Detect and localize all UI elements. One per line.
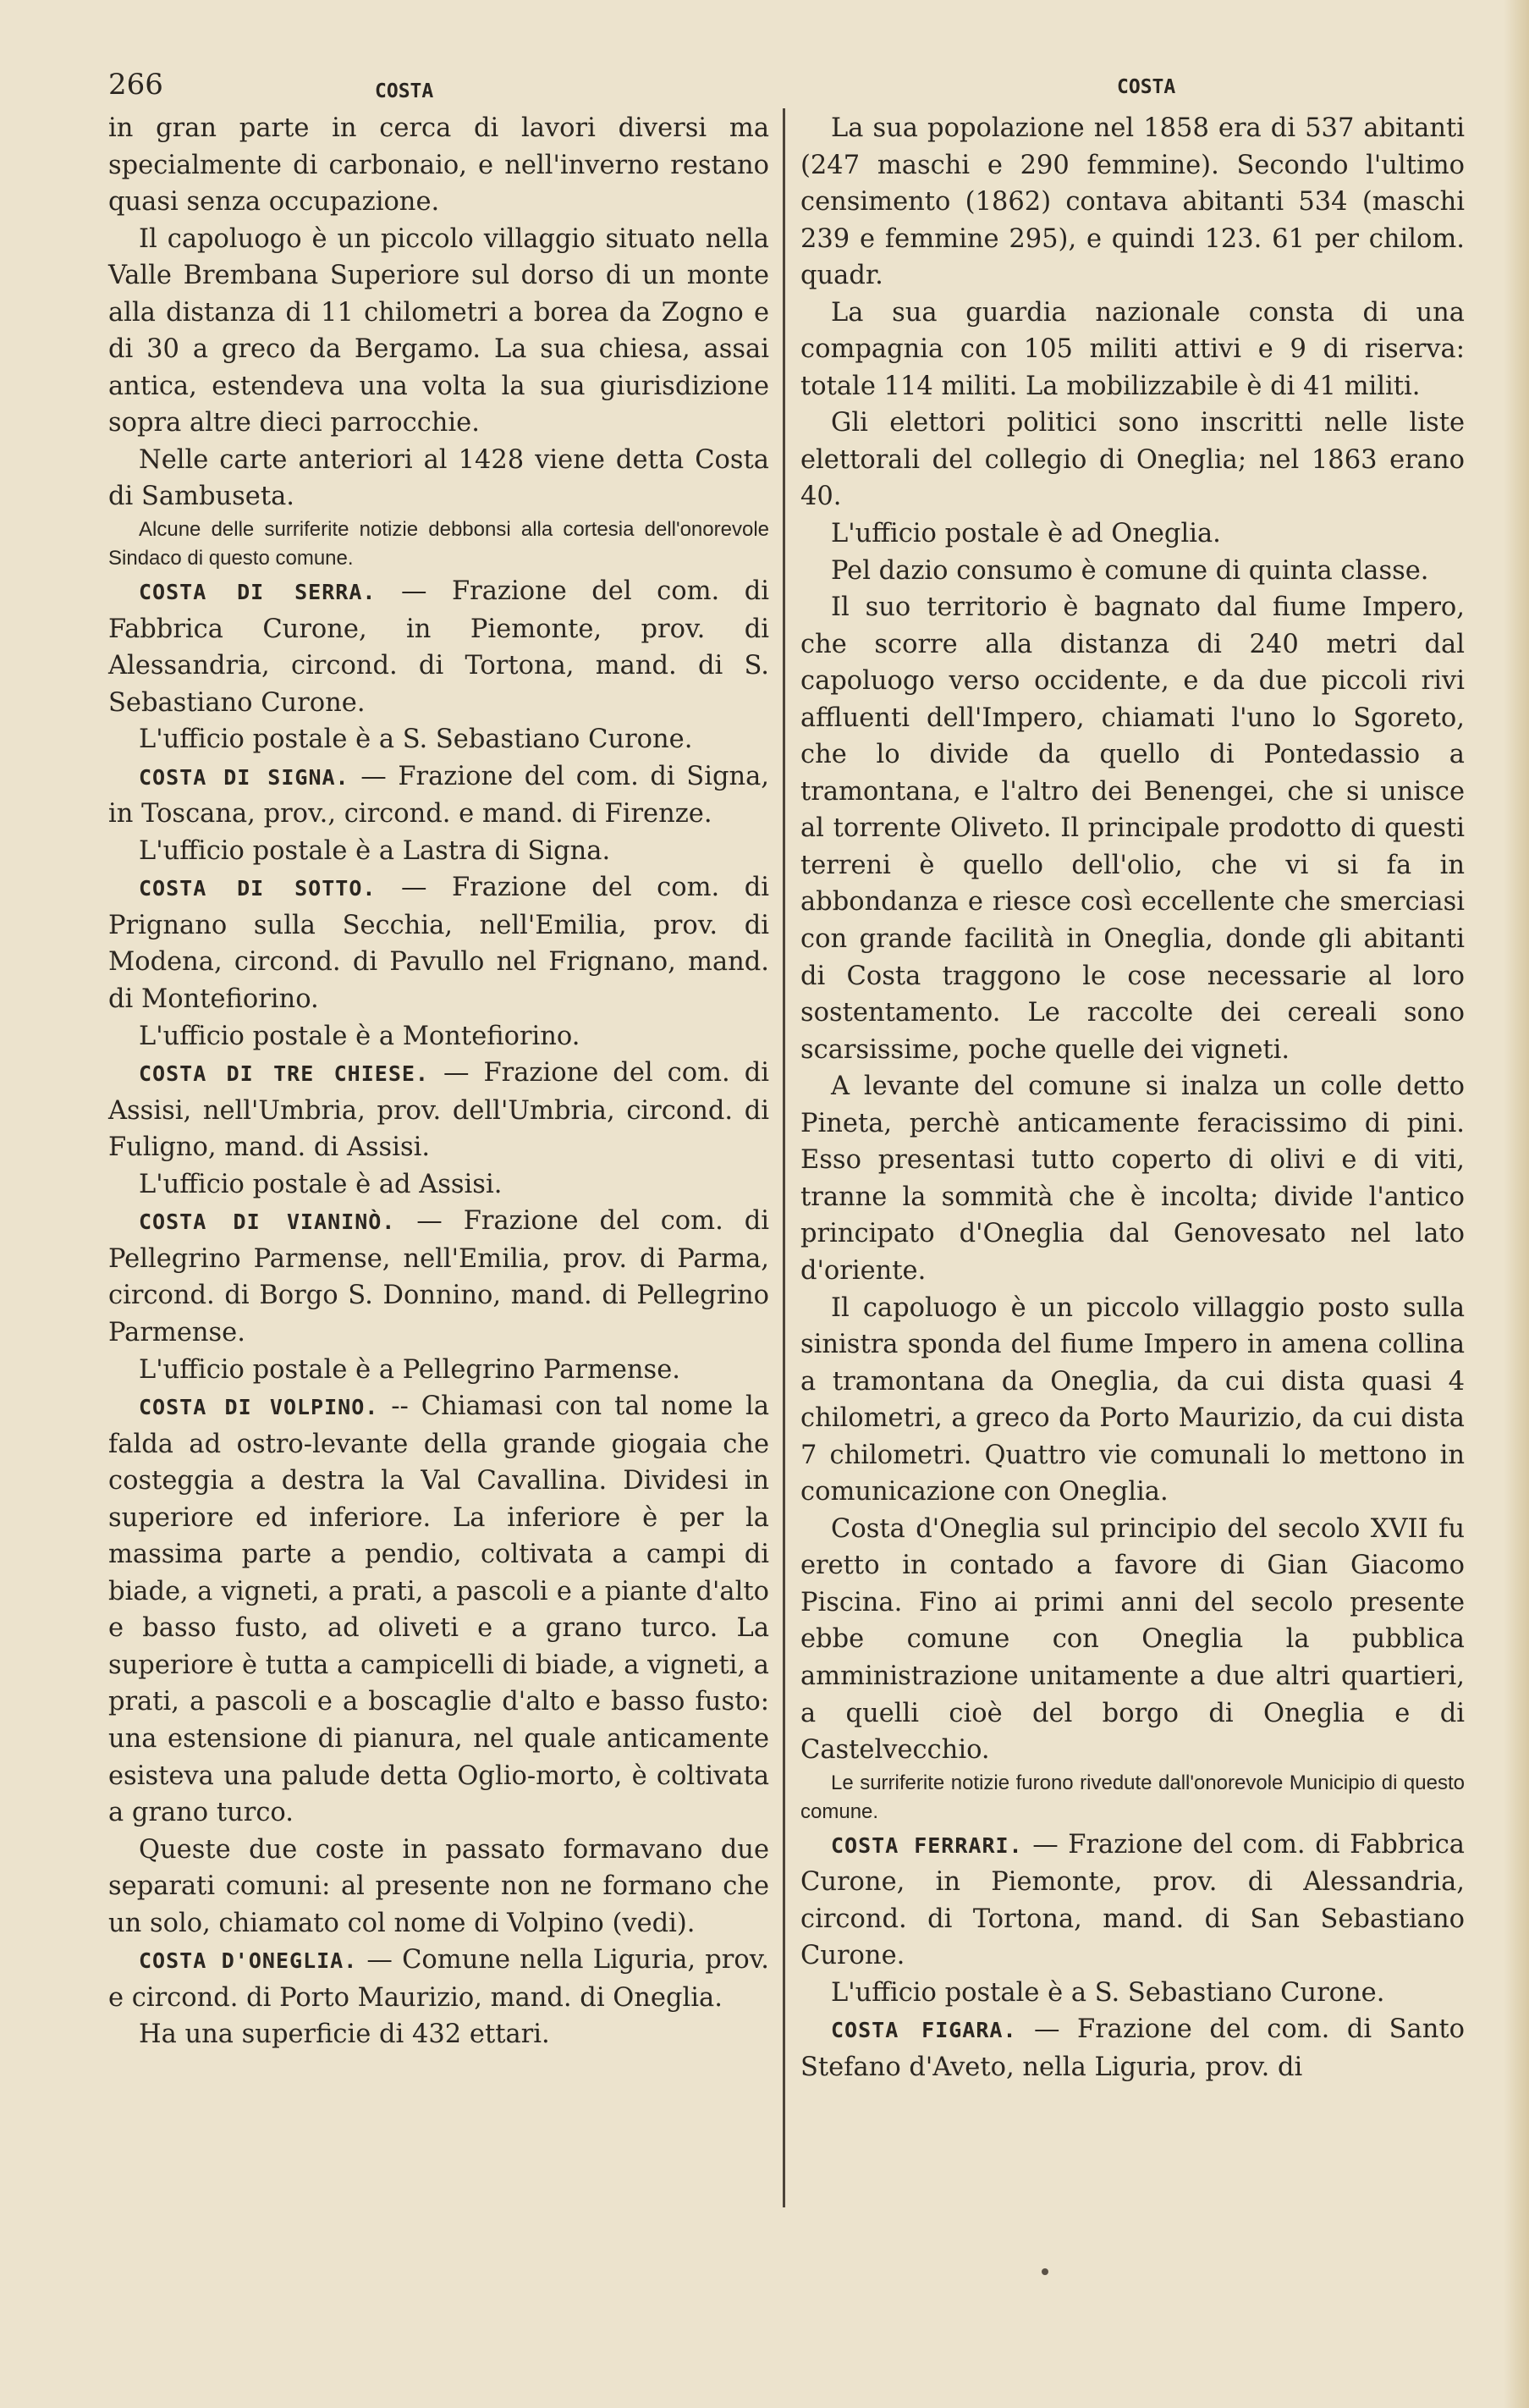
paragraph: Costa d'Oneglia sul principio del secolo XVII fu eretto in contado a favore di Gian Giacomo Piscina. Fino ai primi anni del secolo presente ebbe comune con Oneglia la pubblica amministrazione unitamente a due altri quartieri, a quelli cioè del borgo di Oneglia e di Castelvecchio. bbox=[800, 1513, 1465, 1766]
entry-headword: COSTA DI VIANINÒ. bbox=[139, 1210, 396, 1235]
paragraph: A levante del comune si inalza un colle detto Pineta, perchè anticamente feracissimo di pini. Esso presentasi tutto coperto di olivi e di viti, tranne la sommità che è incolta; divide l'antico principato d'Oneglia dal Genovesato nel lato d'oriente. bbox=[800, 1072, 1465, 1286]
entry-text: — Frazione del com. di Fabbrica Curone, in Piemonte, prov. di Alessandria, circond. di Tortona, mand. di S. Sebastiano Curone. bbox=[108, 576, 769, 718]
postal-note: L'ufficio postale è a Montefiorino. bbox=[139, 1021, 580, 1051]
source-note: Alcune delle surriferite notizie debbonsi alla cortesia dell'onorevole Sindaco di questo comune. bbox=[108, 518, 769, 570]
entry-text: -- Chiamasi con tal nome la falda ad ostro-levante della grande giogaia che costeggia a destra la Val Cavallina. Dividesi in superiore ed inferiore. La inferiore è per la massima parte a pendio, coltivata a campi di biade, a vigneti, a prati, a pascoli e a piante d'alto e basso fusto, ad oliveti e a grano turco. La superiore è tutta a campicelli di biade, a vigneti, a prati, a pascoli e a boscaglie d'alto e basso fusto: una estensione di pianura, nel quale anticamente esisteva una palude detta Oglio-morto, è coltivata a grano turco. bbox=[108, 1391, 770, 1828]
entry-headword: COSTA DI TRE CHIESE. bbox=[139, 1061, 429, 1087]
entry-text: — Frazione del com. di Assisi, nell'Umbria, prov. dell'Umbria, circond. di Fuligno, mand. di Assisi. bbox=[108, 1058, 769, 1163]
paragraph: La sua popolazione nel 1858 era di 537 abitanti (247 maschi e 290 femmine). Secondo l'ultimo censimento (1862) contava abitanti 534 (maschi 239 e femmine 295), e quindi 123. 61 per chilom. quadr. bbox=[800, 113, 1465, 291]
entry-costa-di-sotto bbox=[108, 869, 769, 1017]
paragraph: Il capoluogo è un piccolo villaggio posto sulla sinistra sponda del fiume Impero in amena collina a tramontana da Oneglia, da cui dista quasi 4 chilometri, a greco da Porto Maurizio, da cui dista 7 chilometri. Quattro vie comunali lo mettono in comunicazione con Oneglia. bbox=[800, 1292, 1465, 1507]
entry-headword: COSTA D'ONEGLIA. bbox=[139, 1948, 358, 1974]
entry-headword: COSTA FERRARI. bbox=[831, 1832, 1023, 1858]
paragraph: Gli elettori politici sono inscritti nelle liste elettorali del collegio di Oneglia; nel 1863 erano 40. bbox=[800, 408, 1465, 512]
entry-text: — Frazione del com. di Signa, in Toscana, prov., circond. e mand. di Firenze. bbox=[108, 761, 769, 829]
entry-headword: COSTA DI SERRA. bbox=[139, 580, 377, 605]
ink-speck bbox=[1042, 2268, 1048, 2275]
entry-costa-di-vianino bbox=[108, 1203, 769, 1351]
postal-note: L'ufficio postale è a S. Sebastiano Curone. bbox=[831, 1977, 1385, 2008]
postal-note: L'ufficio postale è ad Assisi. bbox=[139, 1169, 503, 1199]
paragraph: Queste due coste in passato formavano due separati comuni: al presente non ne formano che un solo, chiamato col nome di Volpino (vedi). bbox=[108, 1834, 769, 1938]
page-number: 266 bbox=[108, 68, 163, 102]
paragraph: Il suo territorio è bagnato dal fiume Impero, che scorre alla distanza di 240 metri dal capoluogo verso occidente, e da due piccoli rivi affluenti dell'Impero, chiamati l'uno lo Sgoreto, che lo divide da quello di Pontedassio a tramontana, e l'altro dei Benengei, che si unisce al torrente Oliveto. Il principale prodotto di questi terreni è quello dell'olio, che vi si fa in abbondanza e riesce così eccellente che smerciasi con grande facilità in Oneglia, donde gli abitanti di Costa traggono le cose necessarie al loro sostentamento. Le raccolte dei cereali sono scarsissime, poche quelle dei vigneti. bbox=[800, 592, 1465, 1065]
entry-costa-di-tre-chiese bbox=[108, 1055, 769, 1166]
entry-text: — Frazione del com. di Fabbrica Curone, in Piemonte, prov. di Alessandria, circond. di Tortona, mand. di San Sebastiano Curone. bbox=[800, 1829, 1465, 1971]
paragraph: Il capoluogo è un piccolo villaggio situato nella Valle Brembana Superiore sul dorso di un monte alla distanza di 11 chilometri a borea da Zogno e di 30 a greco da Bergamo. La sua chiesa, assai antica, estendeva una volta la sua giurisdizione sopra altre dieci parrocchie. bbox=[108, 223, 769, 438]
entry-costa-di-volpino bbox=[108, 1388, 769, 1832]
postal-note: L'ufficio postale è a Pellegrino Parmense. bbox=[139, 1354, 680, 1385]
left-running-head: COSTA bbox=[375, 80, 434, 102]
paragraph: L'ufficio postale è ad Oneglia. bbox=[831, 519, 1221, 549]
entry-headword: COSTA DI VOLPINO. bbox=[139, 1395, 379, 1420]
entry-costa-d-oneglia bbox=[108, 1942, 769, 2016]
entry-costa-di-signa bbox=[108, 758, 769, 833]
source-note: Le surriferite notizie furono rivedute dall'onorevole Municipio di questo comune. bbox=[800, 1771, 1465, 1823]
paragraph: La sua guardia nazionale consta di una compagnia con 105 militi attivi e 9 di riserva: totale 114 militi. La mobilizzabile è di 41 militi. bbox=[800, 297, 1465, 401]
entry-headword: COSTA DI SOTTO. bbox=[139, 876, 377, 901]
entry-costa-figara bbox=[800, 2011, 1465, 2086]
paragraph: Nelle carte anteriori al 1428 viene detta Costa di Sambuseta. bbox=[108, 444, 769, 512]
right-column bbox=[800, 110, 1465, 2086]
page-edge-shadow bbox=[1504, 0, 1529, 2408]
entry-costa-di-serra bbox=[108, 573, 769, 721]
paragraph: Ha una superficie di 432 ettari. bbox=[139, 2020, 550, 2050]
paragraph: in gran parte in cerca di lavori diversi ma specialmente di carbonaio, e nell'inverno restano quasi senza occupazione. bbox=[108, 113, 769, 218]
entry-text: — Frazione del com. di Santo Stefano d'Aveto, nella Liguria, prov. di bbox=[800, 2014, 1465, 2082]
postal-note: L'ufficio postale è a Lastra di Signa. bbox=[139, 835, 611, 866]
right-running-head: COSTA bbox=[1117, 76, 1176, 98]
entry-headword: COSTA DI SIGNA. bbox=[139, 764, 349, 790]
paragraph: Pel dazio consumo è comune di quinta classe. bbox=[831, 555, 1429, 586]
left-column bbox=[108, 110, 769, 2053]
entry-text: — Frazione del com. di Pellegrino Parmense, nell'Emilia, prov. di Parma, circond. di Borgo S. Donnino, mand. di Pellegrino Parmense. bbox=[108, 1206, 770, 1347]
entry-text: — Comune nella Liguria, prov. e circond. di Porto Maurizio, mand. di Oneglia. bbox=[108, 1945, 770, 2013]
entry-headword: COSTA FIGARA. bbox=[831, 2018, 1017, 2043]
postal-note: L'ufficio postale è a S. Sebastiano Curone. bbox=[139, 725, 693, 755]
entry-costa-ferrari bbox=[800, 1827, 1465, 1975]
entry-text: — Frazione del com. di Prignano sulla Secchia, nell'Emilia, prov. di Modena, circond. di Pavullo nel Frignano, mand. di Montefiorino. bbox=[108, 873, 769, 1015]
column-divider bbox=[783, 108, 785, 2207]
